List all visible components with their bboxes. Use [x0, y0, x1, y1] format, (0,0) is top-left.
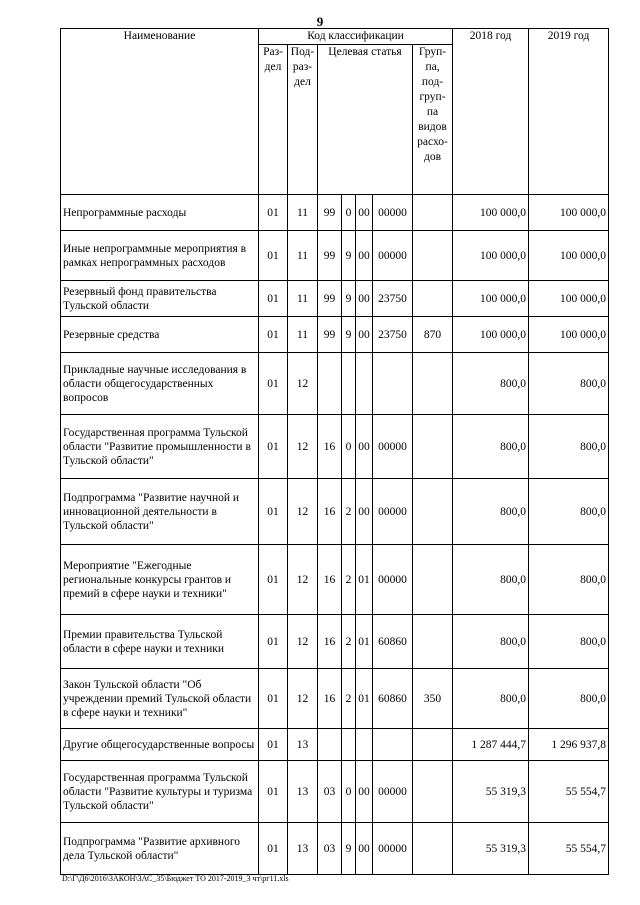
- table-body: [61, 195, 609, 875]
- table-row: [61, 669, 609, 729]
- target-subprogram-cell: [342, 729, 356, 761]
- expense-group-cell: [413, 729, 453, 761]
- amount-2019-cell: 100 000,0: [529, 281, 609, 317]
- razdel-cell: 01: [259, 415, 288, 479]
- target-direction-cell: 00000: [373, 415, 413, 479]
- amount-2018-cell: 55 319,3: [453, 761, 529, 823]
- budget-table: [60, 28, 609, 875]
- podrazdel-cell: 12: [288, 545, 318, 615]
- target-event-cell: 00: [356, 195, 373, 231]
- amount-2019-cell: 100 000,0: [529, 231, 609, 281]
- razdel-cell: 01: [259, 823, 288, 875]
- row-name: Подпрограмма "Развитие архивного дела Тульской области": [61, 823, 259, 875]
- target-event-cell: [356, 353, 373, 415]
- expense-group-cell: [413, 281, 453, 317]
- target-direction-cell: 00000: [373, 195, 413, 231]
- expense-group-cell: [413, 545, 453, 615]
- target-program-cell: 99: [318, 231, 342, 281]
- page-number: 9: [316, 14, 324, 29]
- table-row: [61, 729, 609, 761]
- target-subprogram-cell: 2: [342, 479, 356, 545]
- table-row: [61, 317, 609, 353]
- target-direction-cell: [373, 353, 413, 415]
- target-direction-cell: 00000: [373, 823, 413, 875]
- target-direction-cell: 00000: [373, 545, 413, 615]
- file-path-footer: D:\Г\Д6\2016\ЗАКОН\ЗАС_35\Бюджет ТО 2017-2019_3 чт\рг11.xls: [62, 874, 289, 883]
- target-event-cell: 01: [356, 669, 373, 729]
- podrazdel-cell: 12: [288, 479, 318, 545]
- target-event-cell: 00: [356, 281, 373, 317]
- target-program-cell: 16: [318, 545, 342, 615]
- row-name: Резервные средства: [61, 317, 259, 353]
- row-name: Резервный фонд правительства Тульской области: [61, 281, 259, 317]
- razdel-cell: 01: [259, 317, 288, 353]
- target-subprogram-cell: 2: [342, 669, 356, 729]
- row-name: Прикладные научные исследования в области общегосударственных вопросов: [61, 353, 259, 415]
- target-subprogram-cell: 0: [342, 195, 356, 231]
- target-subprogram-cell: 2: [342, 615, 356, 669]
- target-program-cell: 99: [318, 317, 342, 353]
- amount-2018-cell: 100 000,0: [453, 317, 529, 353]
- target-subprogram-cell: 9: [342, 231, 356, 281]
- row-name: Иные непрограммные мероприятия в рамках непрограммных расходов: [61, 231, 259, 281]
- expense-group-cell: 870: [413, 317, 453, 353]
- amount-2018-cell: 800,0: [453, 415, 529, 479]
- amount-2019-cell: 100 000,0: [529, 195, 609, 231]
- amount-2018-cell: 100 000,0: [453, 231, 529, 281]
- target-program-cell: 16: [318, 479, 342, 545]
- expense-group-cell: [413, 415, 453, 479]
- razdel-cell: 01: [259, 615, 288, 669]
- amount-2019-cell: 800,0: [529, 545, 609, 615]
- row-name: Другие общегосударственные вопросы: [61, 729, 259, 761]
- razdel-cell: 01: [259, 545, 288, 615]
- target-program-cell: 99: [318, 195, 342, 231]
- header-name: Наименование: [61, 29, 259, 195]
- target-direction-cell: [373, 729, 413, 761]
- amount-2018-cell: 800,0: [453, 479, 529, 545]
- expense-group-cell: [413, 195, 453, 231]
- target-event-cell: 00: [356, 761, 373, 823]
- podrazdel-cell: 12: [288, 353, 318, 415]
- table-row: [61, 195, 609, 231]
- row-name: Государственная программа Тульской области "Развитие промышленности в Тульской области": [61, 415, 259, 479]
- table-row: [61, 281, 609, 317]
- amount-2019-cell: 800,0: [529, 479, 609, 545]
- target-direction-cell: 00000: [373, 761, 413, 823]
- razdel-cell: 01: [259, 353, 288, 415]
- razdel-cell: 01: [259, 669, 288, 729]
- target-direction-cell: 00000: [373, 479, 413, 545]
- target-subprogram-cell: 0: [342, 415, 356, 479]
- expense-group-cell: [413, 615, 453, 669]
- razdel-cell: 01: [259, 195, 288, 231]
- amount-2019-cell: 55 554,7: [529, 823, 609, 875]
- amount-2019-cell: 1 296 937,8: [529, 729, 609, 761]
- row-name: Премии правительства Тульской области в сфере науки и техники: [61, 615, 259, 669]
- table-row: [61, 479, 609, 545]
- target-subprogram-cell: 2: [342, 545, 356, 615]
- target-program-cell: 16: [318, 615, 342, 669]
- target-event-cell: 01: [356, 615, 373, 669]
- podrazdel-cell: 11: [288, 317, 318, 353]
- target-event-cell: 00: [356, 317, 373, 353]
- table-row: [61, 823, 609, 875]
- amount-2018-cell: 800,0: [453, 353, 529, 415]
- target-event-cell: 00: [356, 415, 373, 479]
- expense-group-cell: [413, 231, 453, 281]
- target-direction-cell: 00000: [373, 231, 413, 281]
- row-name: Мероприятие "Ежегодные региональные конкурсы грантов и премий в сфере науки и техники": [61, 545, 259, 615]
- razdel-cell: 01: [259, 761, 288, 823]
- razdel-cell: 01: [259, 729, 288, 761]
- podrazdel-cell: 13: [288, 729, 318, 761]
- target-program-cell: [318, 729, 342, 761]
- target-subprogram-cell: 9: [342, 281, 356, 317]
- amount-2019-cell: 800,0: [529, 615, 609, 669]
- header-podrazdel: Под-раз-дел: [288, 45, 318, 195]
- table-row: [61, 615, 609, 669]
- podrazdel-cell: 12: [288, 669, 318, 729]
- target-program-cell: [318, 353, 342, 415]
- table-row: [61, 353, 609, 415]
- amount-2018-cell: 800,0: [453, 669, 529, 729]
- amount-2019-cell: 800,0: [529, 415, 609, 479]
- table-row: [61, 415, 609, 479]
- target-program-cell: 16: [318, 415, 342, 479]
- target-direction-cell: 23750: [373, 281, 413, 317]
- target-program-cell: 99: [318, 281, 342, 317]
- podrazdel-cell: 11: [288, 195, 318, 231]
- target-event-cell: 00: [356, 823, 373, 875]
- target-event-cell: 00: [356, 479, 373, 545]
- amount-2018-cell: 800,0: [453, 545, 529, 615]
- podrazdel-cell: 11: [288, 281, 318, 317]
- header-year-2019: 2019 год: [529, 29, 609, 195]
- podrazdel-cell: 12: [288, 415, 318, 479]
- podrazdel-cell: 13: [288, 823, 318, 875]
- expense-group-cell: [413, 823, 453, 875]
- amount-2019-cell: 800,0: [529, 353, 609, 415]
- podrazdel-cell: 13: [288, 761, 318, 823]
- row-name: Подпрограмма "Развитие научной и инновационной деятельности в Тульской области": [61, 479, 259, 545]
- amount-2018-cell: 100 000,0: [453, 281, 529, 317]
- razdel-cell: 01: [259, 479, 288, 545]
- table-row: [61, 545, 609, 615]
- target-subprogram-cell: 0: [342, 761, 356, 823]
- amount-2019-cell: 100 000,0: [529, 317, 609, 353]
- target-event-cell: 00: [356, 231, 373, 281]
- amount-2019-cell: 55 554,7: [529, 761, 609, 823]
- header-target-article: Целевая статья: [318, 45, 413, 195]
- target-event-cell: [356, 729, 373, 761]
- target-subprogram-cell: 9: [342, 317, 356, 353]
- row-name: Закон Тульской области "Об учреждении премий Тульской области в сфере науки и техники": [61, 669, 259, 729]
- header-classification: Код классификации: [259, 29, 453, 45]
- expense-group-cell: [413, 353, 453, 415]
- table-row: [61, 761, 609, 823]
- podrazdel-cell: 12: [288, 615, 318, 669]
- target-direction-cell: 23750: [373, 317, 413, 353]
- target-subprogram-cell: [342, 353, 356, 415]
- header-expense-group: Груп-па, под-груп-па видов расхо-дов: [413, 45, 453, 195]
- amount-2018-cell: 55 319,3: [453, 823, 529, 875]
- target-program-cell: 03: [318, 761, 342, 823]
- amount-2018-cell: 100 000,0: [453, 195, 529, 231]
- amount-2018-cell: 800,0: [453, 615, 529, 669]
- amount-2018-cell: 1 287 444,7: [453, 729, 529, 761]
- header-razdel: Раз-дел: [259, 45, 288, 195]
- razdel-cell: 01: [259, 231, 288, 281]
- podrazdel-cell: 11: [288, 231, 318, 281]
- target-program-cell: 03: [318, 823, 342, 875]
- expense-group-cell: [413, 761, 453, 823]
- expense-group-cell: 350: [413, 669, 453, 729]
- row-name: Государственная программа Тульской области "Развитие культуры и туризма Тульской области": [61, 761, 259, 823]
- razdel-cell: 01: [259, 281, 288, 317]
- target-direction-cell: 60860: [373, 669, 413, 729]
- row-name: Непрограммные расходы: [61, 195, 259, 231]
- table-row: [61, 231, 609, 281]
- target-event-cell: 01: [356, 545, 373, 615]
- header-year-2018: 2018 год: [453, 29, 529, 195]
- target-program-cell: 16: [318, 669, 342, 729]
- target-direction-cell: 60860: [373, 615, 413, 669]
- amount-2019-cell: 800,0: [529, 669, 609, 729]
- expense-group-cell: [413, 479, 453, 545]
- target-subprogram-cell: 9: [342, 823, 356, 875]
